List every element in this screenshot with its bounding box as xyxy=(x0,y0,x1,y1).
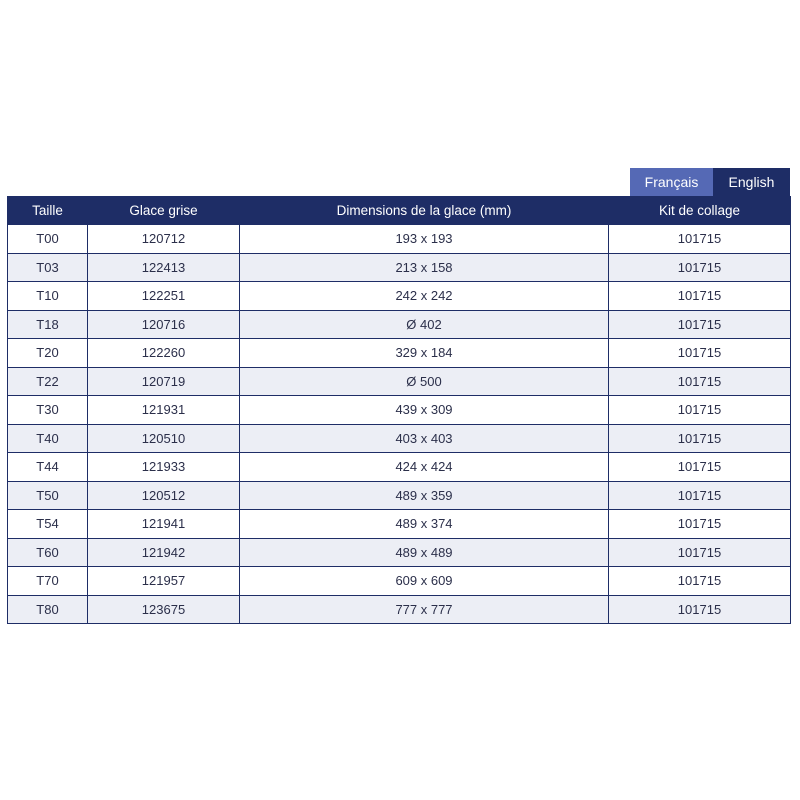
cell-glace-grise: 120510 xyxy=(88,424,240,453)
cell-kit-de-collage: 101715 xyxy=(609,567,791,596)
cell-dimensions: 424 x 424 xyxy=(240,453,609,482)
cell-taille: T70 xyxy=(8,567,88,596)
table-row xyxy=(8,396,791,425)
table-row xyxy=(8,567,791,596)
column-header-dimensions: Dimensions de la glace (mm) xyxy=(240,196,609,225)
table-row xyxy=(8,310,791,339)
cell-dimensions: 777 x 777 xyxy=(240,595,609,624)
cell-taille: T20 xyxy=(8,339,88,368)
cell-dimensions: 609 x 609 xyxy=(240,567,609,596)
table-row xyxy=(8,225,791,254)
cell-kit-de-collage: 101715 xyxy=(609,396,791,425)
table-row xyxy=(8,538,791,567)
cell-taille: T30 xyxy=(8,396,88,425)
cell-dimensions: 489 x 374 xyxy=(240,510,609,539)
cell-glace-grise: 121942 xyxy=(88,538,240,567)
cell-dimensions: Ø 402 xyxy=(240,310,609,339)
table-row xyxy=(8,253,791,282)
table-row xyxy=(8,339,791,368)
table-header-row xyxy=(8,196,791,225)
cell-glace-grise: 122260 xyxy=(88,339,240,368)
cell-dimensions: 489 x 489 xyxy=(240,538,609,567)
column-header-kit-de-collage: Kit de collage xyxy=(609,196,791,225)
cell-kit-de-collage: 101715 xyxy=(609,310,791,339)
table-row xyxy=(8,424,791,453)
cell-dimensions: 489 x 359 xyxy=(240,481,609,510)
cell-taille: T50 xyxy=(8,481,88,510)
cell-dimensions: 403 x 403 xyxy=(240,424,609,453)
cell-kit-de-collage: 101715 xyxy=(609,481,791,510)
cell-kit-de-collage: 101715 xyxy=(609,453,791,482)
cell-glace-grise: 120719 xyxy=(88,367,240,396)
column-header-taille: Taille xyxy=(8,196,88,225)
column-header-glace-grise: Glace grise xyxy=(88,196,240,225)
cell-glace-grise: 122251 xyxy=(88,282,240,311)
cell-glace-grise: 122413 xyxy=(88,253,240,282)
cell-glace-grise: 121931 xyxy=(88,396,240,425)
table-row xyxy=(8,453,791,482)
cell-dimensions: 242 x 242 xyxy=(240,282,609,311)
cell-kit-de-collage: 101715 xyxy=(609,510,791,539)
cell-taille: T40 xyxy=(8,424,88,453)
table-row xyxy=(8,481,791,510)
cell-taille: T80 xyxy=(8,595,88,624)
cell-kit-de-collage: 101715 xyxy=(609,538,791,567)
table-row xyxy=(8,282,791,311)
table-row xyxy=(8,510,791,539)
cell-dimensions: Ø 500 xyxy=(240,367,609,396)
cell-dimensions: 193 x 193 xyxy=(240,225,609,254)
cell-kit-de-collage: 101715 xyxy=(609,225,791,254)
language-switch xyxy=(630,168,790,196)
cell-glace-grise: 120716 xyxy=(88,310,240,339)
cell-kit-de-collage: 101715 xyxy=(609,367,791,396)
cell-kit-de-collage: 101715 xyxy=(609,253,791,282)
table-row xyxy=(8,595,791,624)
cell-taille: T00 xyxy=(8,225,88,254)
cell-kit-de-collage: 101715 xyxy=(609,282,791,311)
cell-kit-de-collage: 101715 xyxy=(609,339,791,368)
cell-glace-grise: 123675 xyxy=(88,595,240,624)
cell-dimensions: 329 x 184 xyxy=(240,339,609,368)
cell-taille: T22 xyxy=(8,367,88,396)
language-button-english[interactable]: English xyxy=(713,168,790,196)
sizes-table xyxy=(7,196,791,624)
cell-taille: T54 xyxy=(8,510,88,539)
cell-taille: T44 xyxy=(8,453,88,482)
cell-kit-de-collage: 101715 xyxy=(609,595,791,624)
cell-taille: T10 xyxy=(8,282,88,311)
cell-taille: T03 xyxy=(8,253,88,282)
cell-glace-grise: 121933 xyxy=(88,453,240,482)
cell-glace-grise: 121941 xyxy=(88,510,240,539)
cell-glace-grise: 120512 xyxy=(88,481,240,510)
cell-taille: T60 xyxy=(8,538,88,567)
language-button-french[interactable]: Français xyxy=(630,168,713,196)
cell-glace-grise: 120712 xyxy=(88,225,240,254)
table-row xyxy=(8,367,791,396)
cell-dimensions: 439 x 309 xyxy=(240,396,609,425)
cell-taille: T18 xyxy=(8,310,88,339)
cell-glace-grise: 121957 xyxy=(88,567,240,596)
cell-dimensions: 213 x 158 xyxy=(240,253,609,282)
cell-kit-de-collage: 101715 xyxy=(609,424,791,453)
